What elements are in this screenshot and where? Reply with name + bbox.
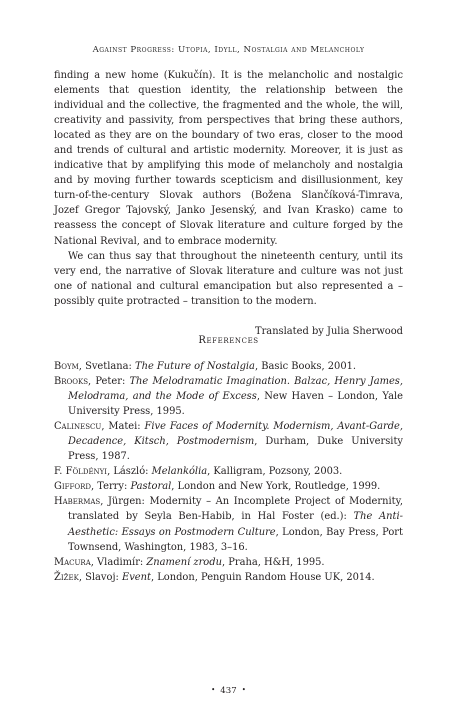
reference-title: Five Faces of Modernity. Modernism, Avant-Garde, Decadence, Kitsch, Postmodernism: [68, 421, 403, 448]
paragraph: We can thus say that throughout the nineteenth century, until its very end, the narrative of Slovak literature and culture was not just one of national and cultural emancipation but also represented a – possibly quite protracted – transition to the modern.: [54, 250, 403, 307]
page-number: 437: [220, 686, 237, 696]
references-heading: References: [198, 335, 259, 346]
reference-title: Znamení zrodu: [146, 556, 222, 568]
bullet-ornament: •: [241, 686, 246, 694]
reference-author: F. Földényi: [54, 466, 108, 478]
bullet-ornament: •: [211, 686, 216, 694]
reference-entry: Calinescu, Matei: Five Faces of Modernity. Modernism, Avant-Garde, Decadence, Kitsch, Postmodernism, Durham, Duke University Press, 1987.: [54, 421, 404, 463]
reference-title: Melankólia: [151, 466, 208, 478]
body-text: [54, 68, 403, 339]
reference-author: Boym: [54, 361, 79, 372]
reference-entry: Boym, Svetlana: The Future of Nostalgia, Basic Books, 2001.: [54, 361, 357, 372]
reference-title: The Future of Nostalgia: [135, 361, 255, 372]
reference-entry: F. Földényi, László: Melankólia, Kalligram, Pozsony, 2003.: [54, 466, 343, 478]
page-number-footer: [0, 686, 457, 696]
reference-author: Habermas: [54, 496, 101, 508]
reference-author: Brooks: [54, 376, 89, 388]
reference-entry: Gifford, Terry: Pastoral, London and New York, Routledge, 1999.: [54, 481, 381, 493]
reference-title: Event: [121, 571, 151, 583]
reference-author: Macura: [54, 556, 91, 568]
reference-entry: Žižek, Slavoj: Event, London, Penguin Random House UK, 2014.: [54, 571, 375, 583]
translator-credit: Translated by Julia Sherwood: [255, 325, 403, 337]
reference-title: Pastoral: [130, 481, 172, 493]
reference-title: The Anti-Aesthetic: Essays on Postmodern Culture: [68, 511, 403, 538]
reference-entry: Macura, Vladimír: Znamení zrodu, Praha, H&H, 1995.: [54, 556, 325, 568]
references-list: [54, 359, 403, 585]
reference-author: Gifford: [54, 481, 91, 493]
reference-entry: Brooks, Peter: The Melodramatic Imagination. Balzac, Henry James, Melodrama, and the Mode of Excess, New Haven – London, Yale University Press, 1995.: [54, 376, 403, 418]
paragraph: finding a new home (Kukučín). It is the melancholic and nostalgic elements that question identity, the relationship between the individual and the collective, the fragmented and the whole, the will, creativity and passivity, from perspectives that bring these authors, located as they are on the boundary of two eras, closer to the mood and trends of cultural and artistic modernity. Moreover, it is just as indicative that by amplifying this mode of melancholy and nostalgia and by moving further towards scepticism and disillusionment, key turn-of-the-century Slovak authors (Božena Slančíková-Timrava, Jozef Gregor Tajovský, Janko Jesenský, and Ivan Krasko) came to reassess the concept of Slovak literature and culture forged by the National Revival, and to embrace modernity.: [54, 70, 403, 247]
reference-title: The Melodramatic Imagination. Balzac, Henry James, Melodrama, and the Mode of Excess: [68, 376, 403, 403]
reference-author: Žižek: [54, 571, 79, 583]
reference-author: Calinescu: [54, 421, 102, 433]
reference-entry: Habermas, Jürgen: Modernity – An Incomplete Project of Modernity, translated by Seyla Ben-Habib, in Hal Foster (ed.): The Anti-Aesthetic: Essays on Postmodern Culture, London, Bay Press, Port Townsend, Washington, 1983, 3–16.: [54, 496, 403, 553]
running-head: Against Progress: Utopia, Idyll, Nostalgia and Melancholy: [92, 45, 365, 55]
